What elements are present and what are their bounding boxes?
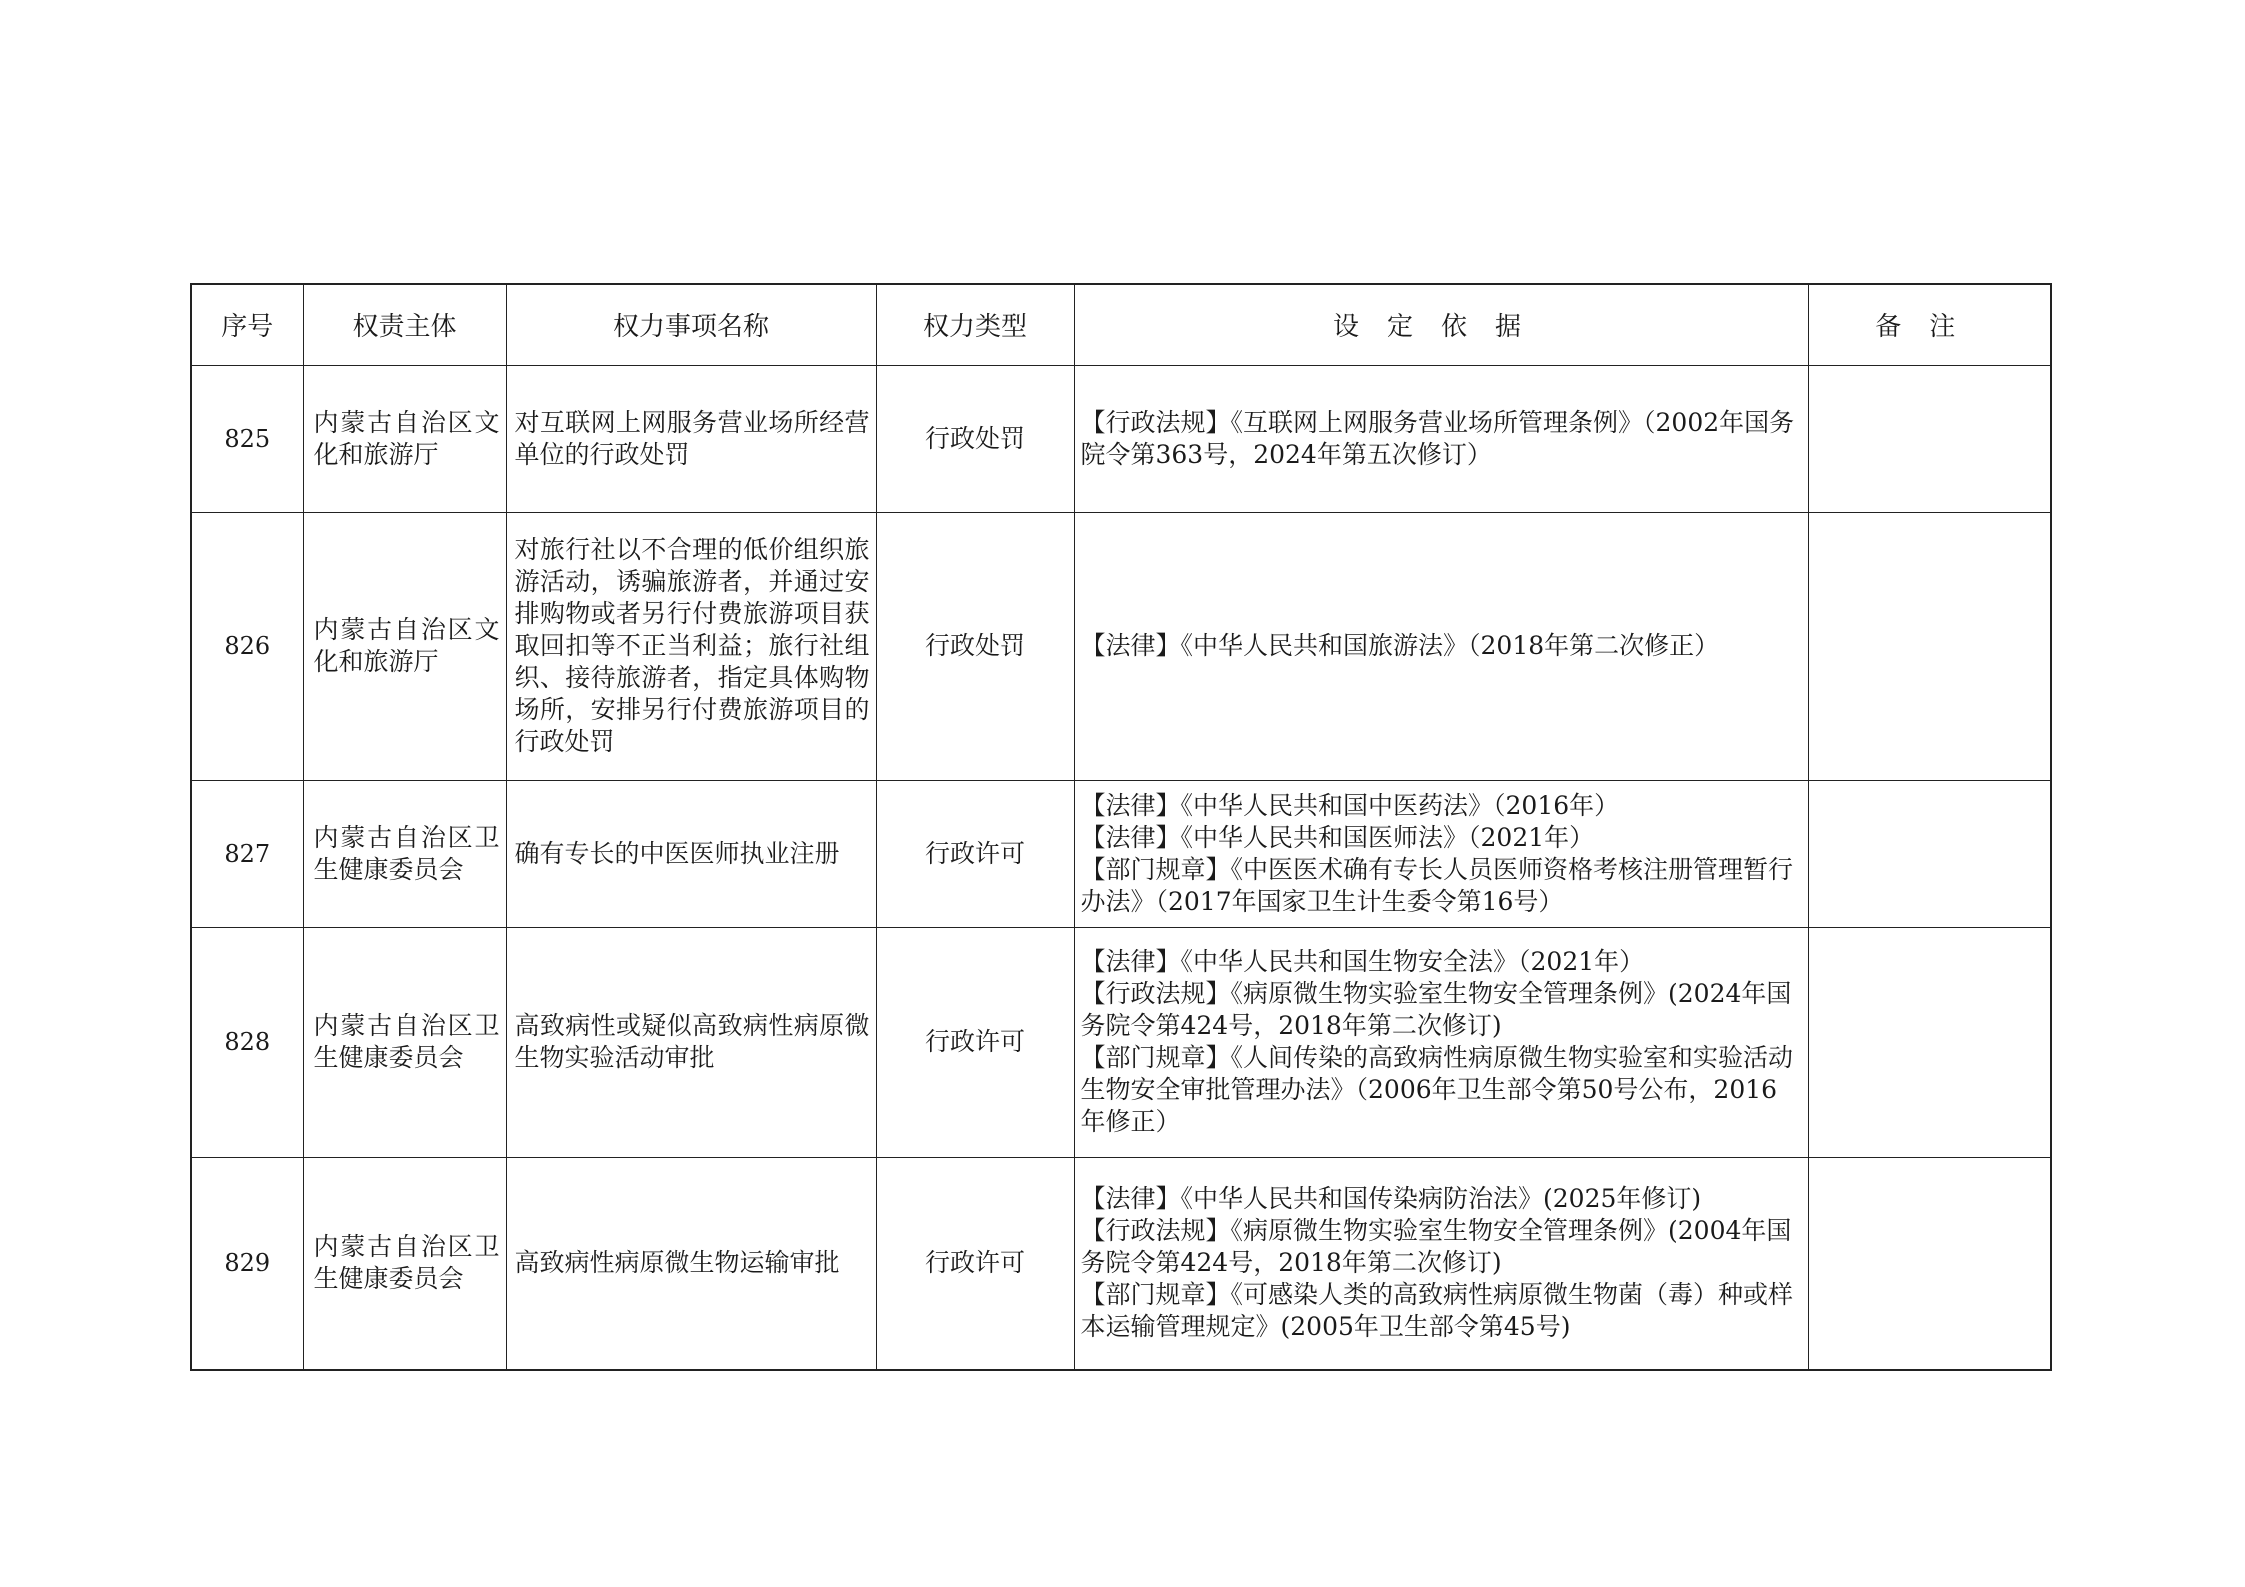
row-number: 826 <box>191 512 303 780</box>
row-subject: 内蒙古自治区文化和旅游厅 <box>303 365 506 512</box>
basis-line: 【部门规章】《人间传染的高致病性病原微生物实验室和实验活动生物安全审批管理办法》（2006年卫生部令第50号公布，2016年修正） <box>1080 1043 1794 1136</box>
row-number: 825 <box>191 365 303 512</box>
table-row <box>191 1157 2051 1370</box>
row-subject: 内蒙古自治区卫生健康委员会 <box>303 1157 506 1370</box>
basis-line: 【法律】《中华人民共和国医师法》（2021年） <box>1080 822 1595 852</box>
row-power-type: 行政许可 <box>876 927 1074 1157</box>
row-power-type: 行政许可 <box>876 780 1074 927</box>
row-item-name: 确有专长的中医医师执业注册 <box>506 780 876 927</box>
row-subject: 内蒙古自治区卫生健康委员会 <box>303 780 506 927</box>
row-subject: 内蒙古自治区文化和旅游厅 <box>303 512 506 780</box>
basis-line: 【法律】《中华人民共和国传染病防治法》(2025年修订) <box>1080 1184 1702 1214</box>
basis-line: 【行政法规】《病原微生物实验室生物安全管理条例》(2024年国务院令第424号，2018年第二次修订) <box>1080 979 1792 1040</box>
header-number: 序号 <box>191 284 303 365</box>
row-number: 829 <box>191 1157 303 1370</box>
header-remarks: 备注 <box>1808 284 2051 365</box>
basis-line: 【法律】《中华人民共和国中医药法》（2016年） <box>1080 790 1620 820</box>
header-item-name: 权力事项名称 <box>506 284 876 365</box>
row-legal-basis <box>1074 365 1808 512</box>
header-power-type: 权力类型 <box>876 284 1074 365</box>
row-subject: 内蒙古自治区卫生健康委员会 <box>303 927 506 1157</box>
basis-line: 【行政法规】《病原微生物实验室生物安全管理条例》(2004年国务院令第424号，2018年第二次修订) <box>1080 1216 1792 1278</box>
basis-line: 【行政法规】《互联网上网服务营业场所管理条例》（2002年国务院令第363号，2024年第五次修订） <box>1080 407 1795 469</box>
row-remarks <box>1808 365 2051 512</box>
row-legal-basis <box>1074 927 1808 1157</box>
row-item-name: 对旅行社以不合理的低价组织旅游活动，诱骗旅游者，并通过安排购物或者另行付费旅游项目获取回扣等不正当利益；旅行社组织、接待旅游者，指定具体购物场所，安排另行付费旅游项目的行政处罚 <box>506 512 876 780</box>
basis-line: 【法律】《中华人民共和国生物安全法》（2021年） <box>1080 947 1645 976</box>
table-header-row <box>191 284 2051 365</box>
basis-line: 【部门规章】《中医医术确有专长人员医师资格考核注册管理暂行办法》（2017年国家卫生计生委令第16号） <box>1080 854 1794 916</box>
row-number: 828 <box>191 927 303 1157</box>
row-item-name: 高致病性或疑似高致病性病原微生物实验活动审批 <box>506 927 876 1157</box>
row-number: 827 <box>191 780 303 927</box>
row-item-name: 高致病性病原微生物运输审批 <box>506 1157 876 1370</box>
row-legal-basis <box>1074 1157 1808 1370</box>
row-remarks <box>1808 512 2051 780</box>
basis-line: 【法律】《中华人民共和国旅游法》（2018年第二次修正） <box>1080 631 1720 660</box>
basis-line: 【部门规章】《可感染人类的高致病性病原微生物菌（毒）种或样本运输管理规定》(2005年卫生部令第45号) <box>1080 1280 1794 1342</box>
table-row <box>191 927 2051 1157</box>
table-row <box>191 780 2051 927</box>
row-remarks <box>1808 780 2051 927</box>
row-remarks <box>1808 1157 2051 1370</box>
table-row <box>191 365 2051 512</box>
power-list-table <box>190 283 2052 1371</box>
row-power-type: 行政处罚 <box>876 365 1074 512</box>
row-power-type: 行政许可 <box>876 1157 1074 1370</box>
row-legal-basis <box>1074 512 1808 780</box>
row-item-name: 对互联网上网服务营业场所经营单位的行政处罚 <box>506 365 876 512</box>
table-row <box>191 512 2051 780</box>
header-legal-basis: 设定依据 <box>1074 284 1808 365</box>
row-legal-basis <box>1074 780 1808 927</box>
row-power-type: 行政处罚 <box>876 512 1074 780</box>
header-subject: 权责主体 <box>303 284 506 365</box>
row-remarks <box>1808 927 2051 1157</box>
